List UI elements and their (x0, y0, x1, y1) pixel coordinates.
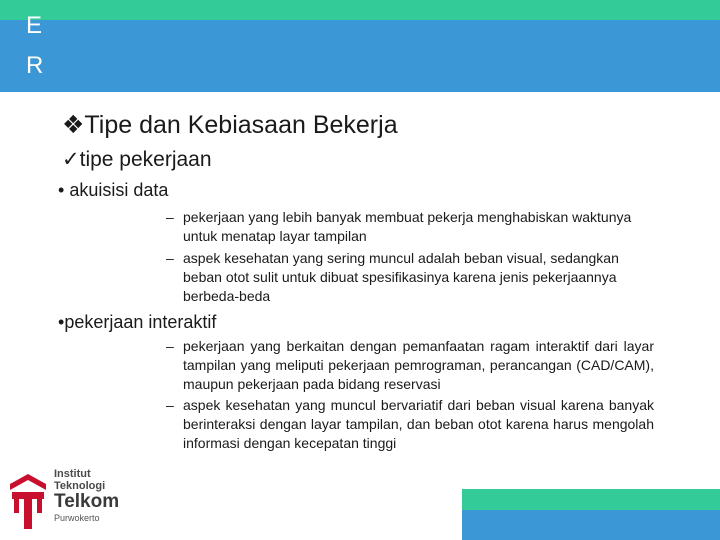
slide-title (62, 110, 398, 140)
list-item (166, 396, 654, 453)
section-heading-text: pekerjaan interaktif (64, 312, 217, 332)
slide-subtitle-text: tipe pekerjaan (79, 148, 212, 171)
side-letter: E (26, 12, 43, 39)
header-side-letters (26, 6, 45, 119)
dash-icon: – (166, 397, 174, 413)
institution-logo (8, 466, 168, 536)
bullet-icon: • (58, 180, 65, 200)
dash-icon: – (166, 209, 174, 225)
list-item (166, 337, 654, 394)
list-item (166, 208, 654, 246)
telkom-emblem-icon (8, 468, 48, 532)
logo-line: Teknologi (54, 480, 106, 492)
list-item-text: pekerjaan yang berkaitan dengan pemanfaatan ragam interaktif dari layar tampilan yang meliputi pekerjaan pemrograman, perancangan (CAD/CAM), maupun pekerjaan pada bidang reservasi (183, 338, 654, 392)
list-item-text: aspek kesehatan yang sering muncul adalah beban visual, sedangkan beban otot sulit untuk dibuat spesifikasinya karena jenis pekerjaannya berbeda-beda (183, 250, 619, 304)
footer-blue-band (462, 510, 720, 540)
logo-line: Purwokerto (54, 513, 100, 523)
section-heading (58, 179, 168, 201)
bullet-icon: • (58, 312, 65, 332)
dash-icon: – (166, 338, 174, 354)
logo-line: Telkom (54, 491, 120, 512)
list-item-text: pekerjaan yang lebih banyak membuat pekerja menghabiskan waktunya untuk menatap layar tampilan (183, 209, 632, 244)
check-icon: ✓ (62, 148, 80, 171)
list-item-text: aspek kesehatan yang muncul bervariatif dari beban visual karena banyak berinteraksi dengan layar tampilan, dan beban otot karena harus mengolah informasi dengan kecepatan tinggi (183, 397, 654, 451)
diamond-bullet-icon: ❖ (62, 111, 85, 139)
section-heading-text: akuisisi data (69, 180, 169, 200)
slide-title-text: Tipe dan Kebiasaan Bekerja (84, 111, 398, 139)
side-letter: R (26, 52, 44, 79)
logo-wordmark (54, 468, 119, 524)
section-heading (58, 311, 216, 333)
side-letter: G (26, 92, 45, 119)
dash-icon: – (166, 250, 174, 266)
slide-subtitle (62, 147, 212, 173)
header-blue-band (0, 20, 720, 92)
list-item (166, 249, 654, 306)
logo-line: Institut (54, 468, 91, 480)
footer-green-band (462, 489, 720, 510)
header-green-band (0, 0, 720, 20)
